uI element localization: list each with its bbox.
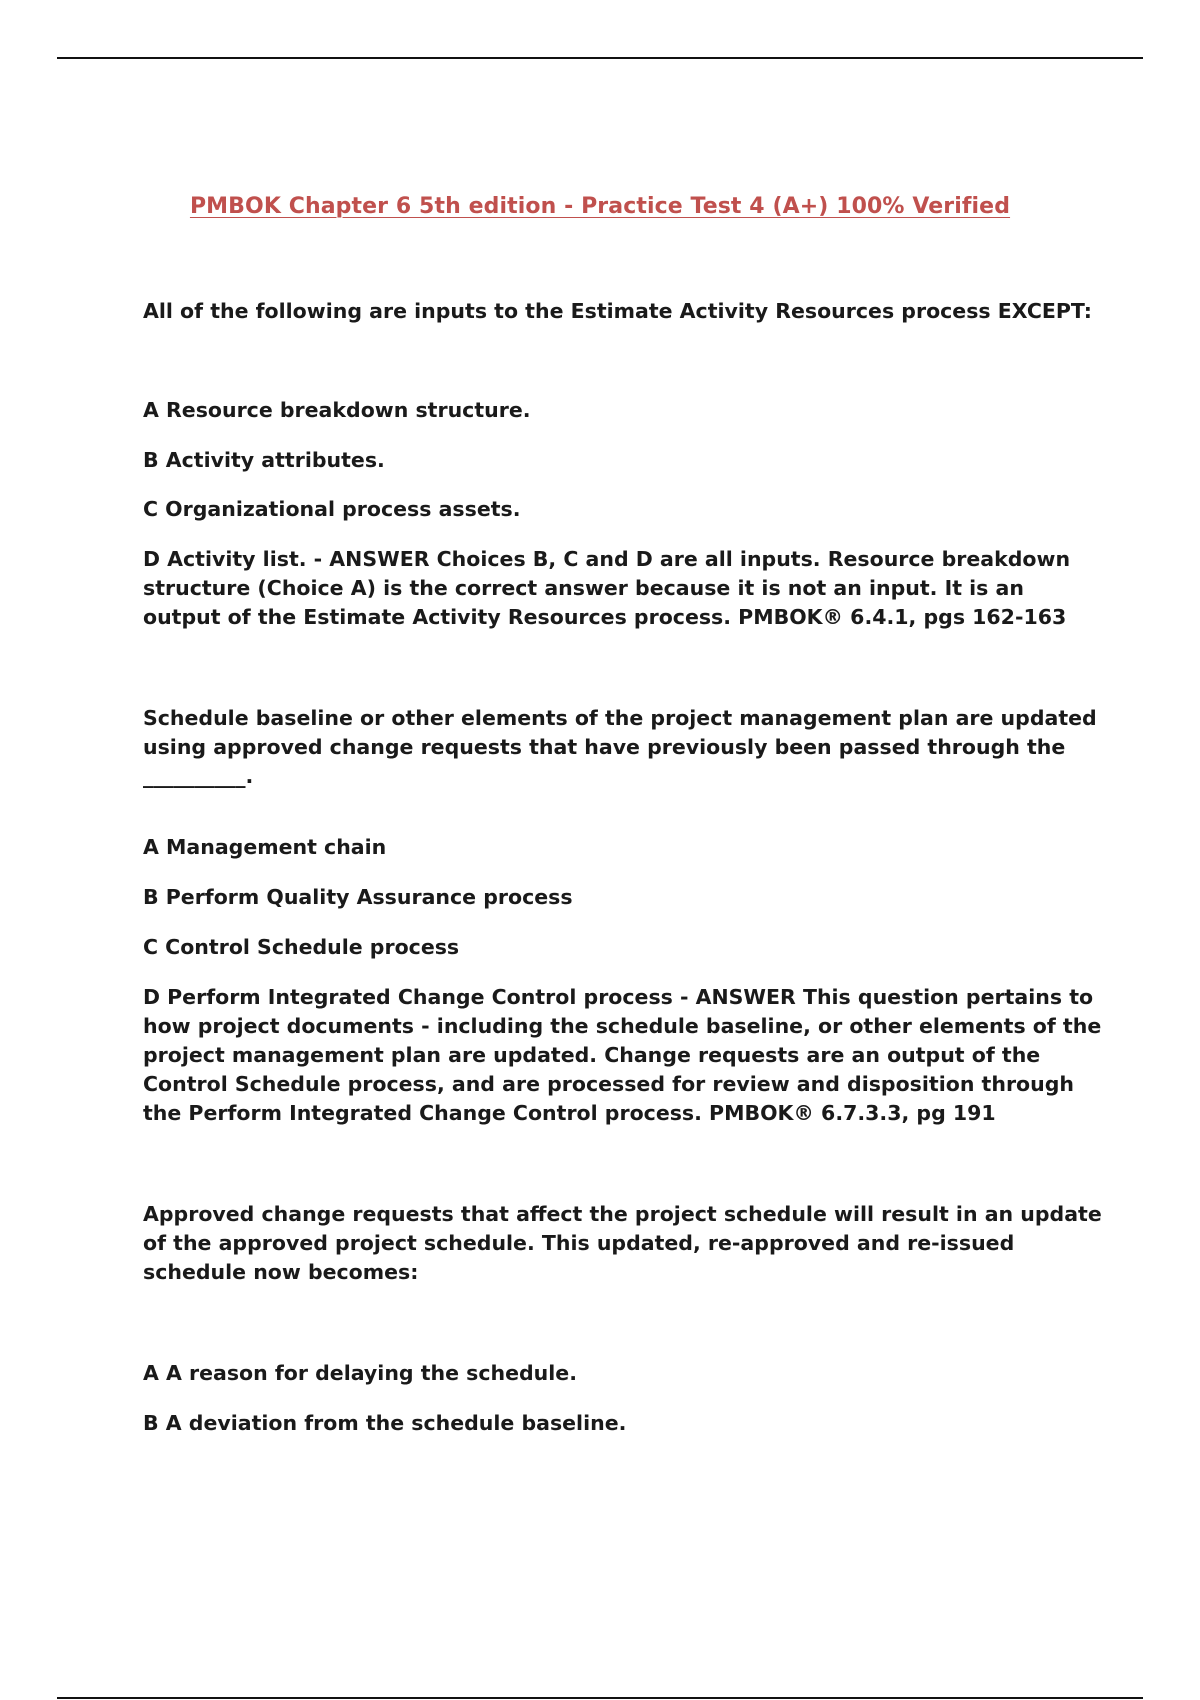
question-stem: All of the following are inputs to the Estimate Activity Resources process EXCEPT: [143, 299, 1092, 323]
document-title: PMBOK Chapter 6 5th edition - Practice Test 4 (A+) 100% Verified [189, 194, 1011, 219]
question-1-option-b [143, 446, 1103, 475]
question-1-option-a [143, 396, 1103, 425]
question-1-option-d-answer [143, 545, 1103, 632]
bottom-rule [57, 1697, 1143, 1699]
question-stem: Schedule baseline or other elements of the project management plan are updated using approved change requests that have previously been passed through the __________. [143, 706, 1097, 788]
question-stem: Approved change requests that affect the project schedule will result in an update of the approved project schedule. This updated, re-approved and re-issued schedule now becomes: [143, 1202, 1102, 1284]
option-answer: D Activity list. - ANSWER Choices B, C and D are all inputs. Resource breakdown structure (Choice A) is the correct answer because it is not an input. It is an output of the Estimate Activity Resources process. PMBOK® 6.4.1, pgs 162-163 [143, 547, 1071, 629]
option: A Resource breakdown structure. [143, 398, 531, 422]
option-answer: D Perform Integrated Change Control process - ANSWER This question pertains to how project documents - including the schedule baseline, or other elements of the project management plan are updated. Change requests are an output of the Control Schedule process, and are processed for review and disposition through the Perform Integrated Change Control process. PMBOK® 6.7.3.3, pg 191 [143, 985, 1102, 1125]
question-2-stem [143, 704, 1103, 791]
top-rule [57, 57, 1143, 59]
question-3-stem [143, 1200, 1103, 1287]
question-1-stem [143, 297, 1103, 326]
option: B Activity attributes. [143, 448, 385, 472]
option: C Control Schedule process [143, 935, 460, 959]
question-2-option-a [143, 833, 1103, 862]
option: A A reason for delaying the schedule. [143, 1361, 577, 1385]
question-3-option-a [143, 1359, 1103, 1388]
option: B Perform Quality Assurance process [143, 885, 573, 909]
question-1-option-c [143, 495, 1103, 524]
option: A Management chain [143, 835, 387, 859]
question-2-option-d-answer [143, 983, 1103, 1128]
question-2-option-c [143, 933, 1103, 962]
question-2-option-b [143, 883, 1103, 912]
question-3-option-b [143, 1409, 1103, 1438]
option: C Organizational process assets. [143, 497, 521, 521]
option: B A deviation from the schedule baseline. [143, 1411, 627, 1435]
